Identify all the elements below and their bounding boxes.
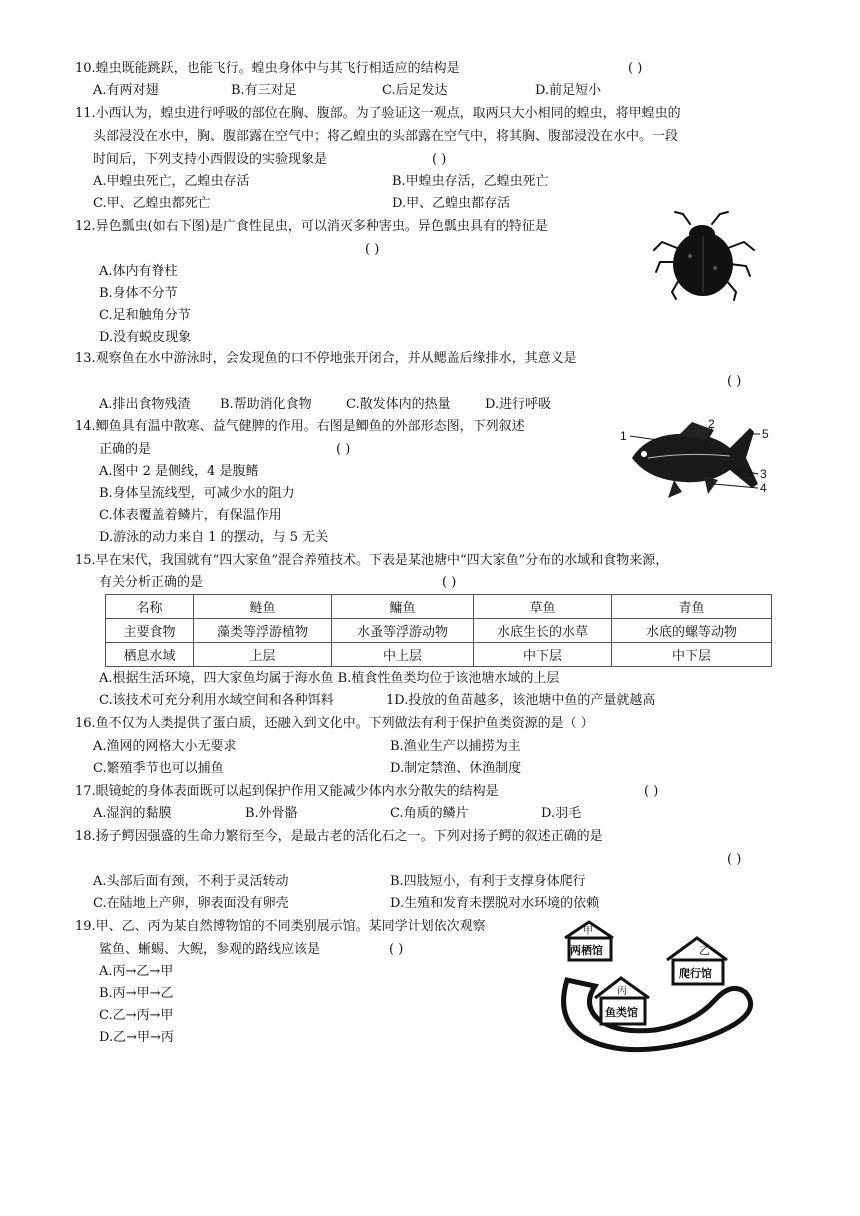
- q10-stem: 10.蝗虫既能跳跃，也能飞行。蝗虫身体中与其飞行相适应的结构是: [75, 61, 460, 76]
- q17-answer-bracket: ( ): [644, 784, 659, 799]
- q11-stem-line-2: 头部浸没在水中，胸、腹部露在空气中；将乙蝗虫的头部露在空气中，将其胸、腹部浸没在水中。一段: [93, 129, 679, 144]
- q15-answer-bracket: ( ): [442, 575, 457, 590]
- q10-option-c: C.后足发达: [382, 83, 448, 98]
- map-label-reptile-hall: 爬行馆: [679, 967, 712, 980]
- q11-option-c: C.甲、乙蝗虫都死亡: [93, 196, 211, 211]
- table-row: [106, 619, 772, 643]
- q18-option-d: D.生殖和发育未摆脱对水环境的依赖: [390, 896, 600, 911]
- q11-stem-line-1: 11.小西认为，蝗虫进行呼吸的部位在胸、腹部。为了验证这一观点，取两只大小相同的蝗虫，将甲蝗虫的: [75, 106, 681, 121]
- table-header-cell: 名称: [106, 595, 194, 619]
- q12-stem: 12.异色瓢虫(如右下图)是广食性昆虫，可以消灭多种害虫。异色瓢虫具有的特征是: [75, 219, 548, 234]
- q11-option-b: B.甲蝗虫存活，乙蝗虫死亡: [392, 174, 549, 189]
- q18-option-b: B.四肢短小，有利于支撑身体爬行: [390, 874, 586, 889]
- q15-option-d: 1D.投放的鱼苗越多，该池塘中鱼的产量就越高: [386, 693, 656, 708]
- q10-option-b: B.有三对足: [231, 83, 297, 98]
- q18-option-c: C.在陆地上产卵，卵表面没有卵壳: [93, 896, 289, 911]
- q13-answer-bracket: ( ): [727, 374, 742, 389]
- amphibian-hall: [565, 922, 613, 960]
- q17-option-c: C.角质的鳞片: [390, 806, 469, 821]
- q18-stem: 18.扬子鳄因强盛的生命力繁衍至今，是最古老的活化石之一。下列对扬子鳄的叙述正确的是: [75, 829, 603, 844]
- q15-stem-line-2: 有关分析正确的是: [99, 575, 204, 590]
- figure-label-3: 3: [760, 467, 767, 481]
- q19-answer-bracket: ( ): [389, 942, 404, 957]
- table-header-cell: 草鱼: [474, 595, 612, 619]
- table-cell: 栖息水域: [106, 643, 194, 667]
- reptile-hall: [667, 938, 727, 984]
- table-cell: 中上层: [332, 643, 474, 667]
- fish-hall: [595, 978, 649, 1024]
- q14-answer-bracket: ( ): [336, 442, 351, 457]
- q13-option-b: B.帮助消化食物: [220, 397, 312, 412]
- table-header-cell: 鲢鱼: [194, 595, 332, 619]
- q16-option-c: C.繁殖季节也可以捕鱼: [93, 761, 224, 776]
- figure-label-1: 1: [620, 429, 627, 443]
- museum-map-figure: [555, 920, 775, 1060]
- q14-option-c: C.体表覆盖着鳞片，有保温作用: [99, 508, 282, 523]
- map-label-amphibian-hall: 两栖馆: [570, 944, 603, 957]
- table-cell: 水底生长的水草: [474, 619, 612, 643]
- q12-option-a: A.体内有脊柱: [99, 264, 178, 279]
- q19-option-b: B.丙→甲→乙: [99, 986, 174, 1001]
- q10-option-a: A.有两对翅: [93, 83, 159, 98]
- crucian-carp-figure: [618, 418, 778, 510]
- table-cell: 中下层: [612, 643, 772, 667]
- table-cell: 水底的螺等动物: [612, 619, 772, 643]
- table-cell: 中下层: [474, 643, 612, 667]
- q19-option-d: D.乙→甲→丙: [99, 1030, 174, 1045]
- q12-option-b: B.身体不分节: [99, 286, 178, 301]
- q19-option-c: C.乙→丙→甲: [99, 1008, 174, 1023]
- q14-stem-line-2: 正确的是: [99, 442, 152, 457]
- table-header-row: [106, 595, 772, 619]
- q11-answer-bracket: ( ): [432, 152, 447, 167]
- q16-option-d: D.制定禁渔、休渔制度: [390, 761, 522, 776]
- figure-label-5: 5: [762, 427, 769, 441]
- q15-option-c: C.该技术可充分利用水域空间和各种饵料: [99, 693, 334, 708]
- q14-option-a: A.图中 2 是侧线，4 是腹鳍: [99, 464, 259, 479]
- q19-stem-line-2: 鲨鱼、蜥蜴、大鲵，参观的路线应该是: [99, 942, 321, 957]
- q14-option-b: B.身体呈流线型，可减少水的阻力: [99, 486, 295, 501]
- q18-answer-bracket: ( ): [727, 852, 742, 867]
- q17-stem: 17.眼镜蛇的身体表面既可以起到保护作用又能减少体内水分散失的结构是: [75, 784, 499, 799]
- q19-stem-line-1: 19.甲、乙、丙为某自然博物馆的不同类别展示馆。某同学计划依次观察: [75, 919, 486, 934]
- q19-option-a: A.丙→乙→甲: [99, 964, 174, 979]
- q14-stem-line-1: 14.鲫鱼具有温中散寒、益气健脾的作用。右图是鲫鱼的外部形态图，下列叙述: [75, 419, 525, 434]
- q10-answer-bracket: ( ): [628, 61, 643, 76]
- q17-option-a: A.湿润的黏膜: [93, 806, 172, 821]
- table-header-cell: 鳙鱼: [332, 595, 474, 619]
- q15-option-ab: A.根据生活环境，四大家鱼均属于海水鱼 B.植食性鱼类均位于该池塘水域的上层: [99, 671, 560, 686]
- q15-stem-line-1: 15.早在宋代，我国就有“四大家鱼”混合养殖技术。下表是某池塘中“四大家鱼”分布的水域和食物来源，: [75, 553, 669, 568]
- table-row: [106, 643, 772, 667]
- q13-stem: 13.观察鱼在水中游泳时，会发现鱼的口不停地张开闭合，并从鳃盖后缘排水，其意义是: [75, 351, 577, 366]
- q11-option-a: A.甲蝗虫死亡，乙蝗虫存活: [93, 174, 250, 189]
- table-cell: 主要食物: [106, 619, 194, 643]
- q14-option-d: D.游泳的动力来自 1 的摆动，与 5 无关: [99, 530, 329, 545]
- q16-option-a: A.渔网的网格大小无要求: [93, 739, 237, 754]
- q16-stem: 16.鱼不仅为人类提供了蛋白质，还融入到文化中。下列做法有利于保护鱼类资源的是（ ）: [75, 716, 594, 731]
- q11-stem-line-3: 时间后，下列支持小西假设的实验现象是: [93, 152, 328, 167]
- table-cell: 水蚤等浮游动物: [332, 619, 474, 643]
- q12-answer-bracket: ( ): [365, 242, 380, 257]
- map-label-jia: 甲: [583, 926, 593, 937]
- q11-option-d: D.甲、乙蝗虫都存活: [392, 196, 511, 211]
- q17-option-d: D.羽毛: [541, 806, 582, 821]
- q12-option-c: C.足和触角分节: [99, 308, 191, 323]
- figure-label-2: 2: [708, 418, 715, 431]
- map-label-yi: 乙: [699, 944, 710, 957]
- four-fish-table: [105, 594, 772, 667]
- q17-option-b: B.外骨骼: [245, 806, 298, 821]
- map-label-fish-hall: 鱼类馆: [605, 1006, 638, 1019]
- ladybird-figure: [650, 206, 760, 302]
- figure-label-4: 4: [760, 481, 767, 495]
- q13-option-a: A.排出食物残渣: [99, 397, 191, 412]
- table-cell: 藻类等浮游植物: [194, 619, 332, 643]
- q13-option-d: D.进行呼吸: [485, 397, 552, 412]
- q18-option-a: A.头部后面有颈，不利于灵活转动: [93, 874, 289, 889]
- table-header-cell: 青鱼: [612, 595, 772, 619]
- map-label-bing: 丙: [617, 986, 627, 997]
- q16-option-b: B.渔业生产以捕捞为主: [390, 739, 521, 754]
- q12-option-d: D.没有蜕皮现象: [99, 330, 192, 345]
- q13-option-c: C.散发体内的热量: [346, 397, 451, 412]
- table-cell: 上层: [194, 643, 332, 667]
- q10-option-d: D.前足短小: [535, 83, 602, 98]
